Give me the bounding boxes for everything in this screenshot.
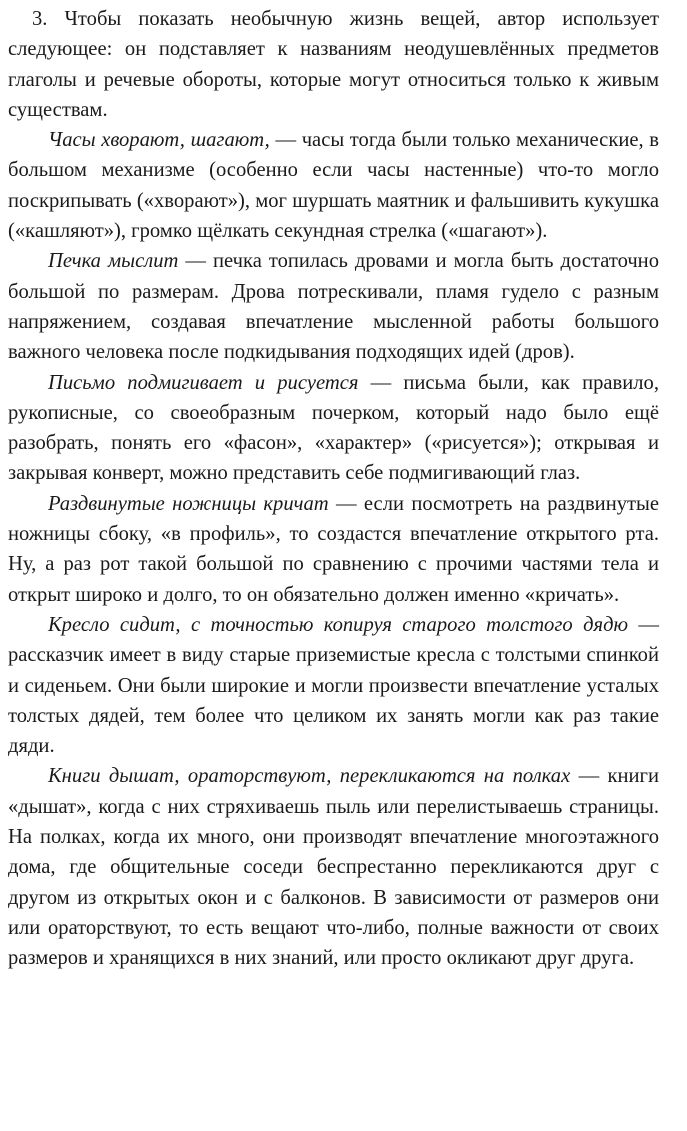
italic-phrase: Раздвинутые ножницы кричат [48,492,329,515]
italic-phrase: Часы хворают, шагают, [48,129,270,152]
italic-phrase: Книги дышат, ораторствуют, перекликаются на полках [48,765,571,788]
paragraph-clocks [8,125,659,246]
paragraph-books [8,761,659,973]
paragraph-letter [8,368,659,489]
paragraph-text: — письма были, как правило, рукописные, со своеобразным почерком, который надо было ещё разобрать, понять его «фасон», «характер» («рисуется»); открывая и закрывая конверт, можно представить себе подмигивающий глаз. [8,371,659,485]
paragraph-scissors [8,489,659,610]
italic-phrase: Печка мыслит [48,250,179,273]
paragraph-text: — часы тогда были только механические, в большом механизме (особенно если часы настенные) что-то могло поскрипывать («хворают»), мог шуршать маятник и фальшивить кукушка («кашляют»), громко щёлкать секундная стрелка («шагают»). [8,129,659,243]
paragraph-intro [8,4,659,125]
paragraph-text: — рассказчик имеет в виду старые приземистые кресла с толстыми спинкой и сиденьем. Они были широкие и могли произвести впечатление усталых толстых дядей, тем более что целиком их занять могли как раз такие дяди. [8,613,659,758]
paragraph-stove [8,246,659,367]
italic-phrase: Письмо подмигивает и рисуется [48,371,359,394]
paragraph-text: — книги «дышат», когда с них стряхиваешь пыль или перелистываешь страницы. На полках, когда их много, они производят впечатление многоэтажного дома, где общительные соседи беспрестанно перекликаются друг с другом из открытых окон и с балконов. В зависимости от размеров они или ораторствуют, то есть вещают что-либо, полные важности от своих размеров и хранящихся в них знаний, или просто окликают друг друга. [8,765,660,970]
paragraph-text: — если посмотреть на раздвинутые ножницы сбоку, «в профиль», то создастся впечатление открытого рта. Ну, а раз рот такой большой по сравнению с прочими частями тела и открыт широко и долго, то он обязательно должен именно «кричать». [8,492,659,606]
paragraph-armchair [8,610,659,761]
paragraph-text: — печка топилась дровами и могла быть достаточно большой по размерам. Дрова потрескивали, пламя гудело с разным напряжением, создавая впечатление мысленной работы большого важного человека после подкидывания подходящих идей (дров). [8,250,660,364]
paragraph-text: 3. Чтобы показать необычную жизнь вещей, автор использует следующее: он подставляет к названиям неодушевлённых предметов глаголы и речевые обороты, которые могут относиться только к живым существам. [8,8,659,121]
italic-phrase: Кресло сидит, с точностью копируя старого толстого дядю [48,613,629,636]
